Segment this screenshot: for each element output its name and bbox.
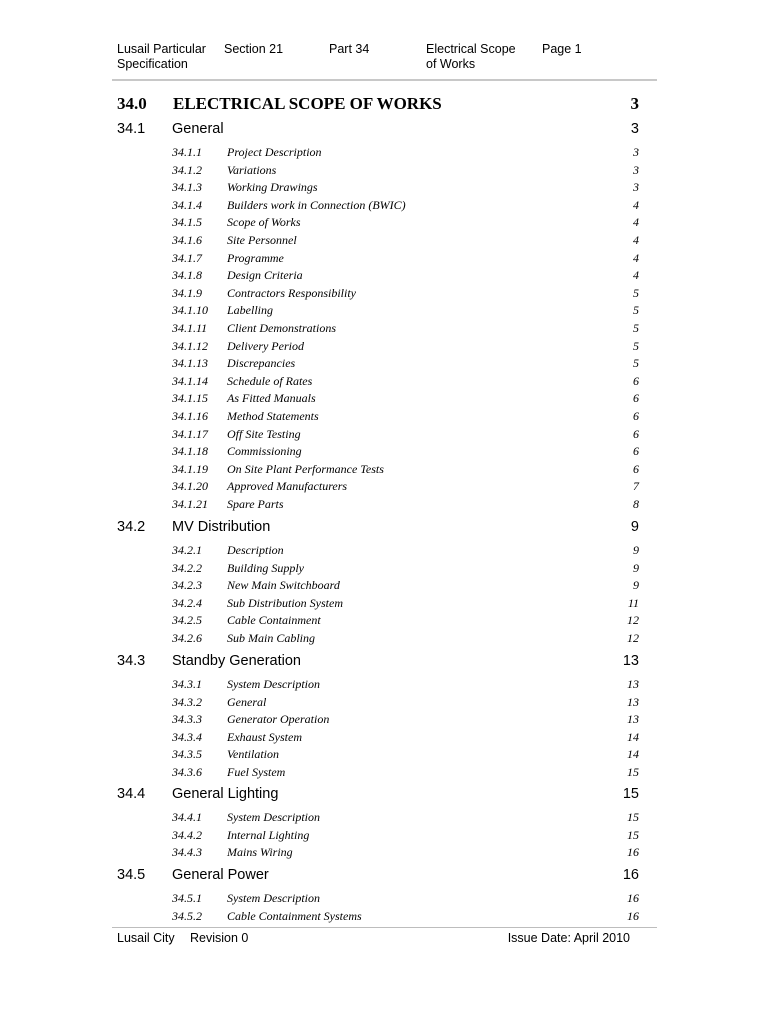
toc-subsection-entry bbox=[117, 303, 639, 319]
toc-subsection-page: 6 bbox=[633, 391, 639, 406]
toc-subsection-title: Sub Main Cabling bbox=[227, 631, 316, 645]
toc-subsection-number: 34.1.17 bbox=[172, 426, 208, 441]
toc-subsection-title: Delivery Period bbox=[227, 338, 304, 353]
toc-subsection-title: Description bbox=[227, 543, 284, 557]
toc-subsection-number: 34.2.1 bbox=[172, 543, 202, 557]
toc-subsection-page: 8 bbox=[633, 497, 639, 511]
toc-subsection-number: 34.5.1 bbox=[172, 891, 202, 905]
main-heading-number: 34.0 bbox=[117, 94, 147, 113]
toc-subsection-title: Spare Parts bbox=[227, 497, 284, 511]
toc-section-entry bbox=[117, 519, 639, 539]
toc-subsection-page: 16 bbox=[627, 891, 639, 905]
toc-section-entry bbox=[117, 867, 639, 887]
toc-subsection-page: 15 bbox=[627, 827, 639, 842]
toc-subsection-title: Programme bbox=[227, 250, 284, 265]
toc-subsection-title: Ventilation bbox=[227, 747, 279, 762]
toc-main-heading bbox=[117, 94, 639, 116]
toc-section-page: 3 bbox=[630, 121, 639, 137]
toc-subsection-title: System Description bbox=[227, 677, 320, 691]
toc-subsection-entry bbox=[117, 828, 639, 844]
toc-subsection-number: 34.1.2 bbox=[172, 162, 202, 177]
toc-subsection-entry bbox=[117, 631, 639, 647]
toc-subsection-entry bbox=[117, 251, 639, 267]
toc-subsection-number: 34.1.15 bbox=[172, 391, 208, 406]
toc-subsection-page: 11 bbox=[627, 595, 639, 610]
toc-subsection-entry bbox=[117, 765, 639, 781]
toc-subsection-title: System Description bbox=[227, 810, 320, 824]
toc-subsection-title: Mains Wiring bbox=[227, 845, 293, 860]
header-part-title: Electrical Scope of Works bbox=[426, 42, 516, 71]
toc-subsection-page: 4 bbox=[633, 197, 639, 212]
toc-subsection-number: 34.3.5 bbox=[172, 747, 202, 762]
toc-section-entry bbox=[117, 786, 639, 806]
toc-section-page: 15 bbox=[622, 786, 639, 802]
page-header bbox=[117, 42, 657, 76]
toc-subsection-number: 34.1.13 bbox=[172, 356, 208, 371]
toc-subsection-entry bbox=[117, 578, 639, 594]
toc-section-title: General bbox=[172, 121, 224, 137]
toc-subsection-entry bbox=[117, 427, 639, 443]
toc-section-number: 34.3 bbox=[117, 653, 146, 669]
toc-subsection-page: 6 bbox=[633, 409, 639, 423]
toc-subsection-number: 34.4.3 bbox=[172, 845, 202, 860]
footer-revision: Revision 0 bbox=[190, 931, 249, 945]
toc-subsection-number: 34.1.8 bbox=[172, 268, 202, 283]
header-doc-title: Lusail Particular Specification bbox=[117, 42, 206, 71]
toc-subsection-title: Internal Lighting bbox=[227, 827, 310, 842]
toc-subsection-number: 34.1.9 bbox=[172, 285, 202, 300]
toc-subsection-entry bbox=[117, 233, 639, 249]
toc-subsection-number: 34.2.4 bbox=[172, 595, 202, 610]
toc-subsection-page: 16 bbox=[627, 908, 639, 923]
footer-issue-date: Issue Date: April 2010 bbox=[507, 931, 630, 945]
toc-subsection-title: Commissioning bbox=[227, 444, 302, 459]
toc-subsection-number: 34.3.2 bbox=[172, 694, 202, 709]
toc-subsection-title: Cable Containment bbox=[227, 613, 321, 628]
toc-subsection-entry bbox=[117, 712, 639, 728]
toc-subsection-page: 9 bbox=[633, 578, 639, 593]
toc-subsection-title: Sub Distribution System bbox=[227, 595, 343, 610]
footer-divider bbox=[112, 927, 657, 928]
toc-subsection-title: Scope of Works bbox=[227, 215, 301, 230]
toc-subsection-title: New Main Switchboard bbox=[227, 578, 340, 593]
toc-subsection-number: 34.2.5 bbox=[172, 613, 202, 628]
toc-subsection-page: 3 bbox=[633, 145, 639, 159]
toc-subsection-entry bbox=[117, 695, 639, 711]
toc-subsection-title: Fuel System bbox=[227, 765, 286, 779]
header-page-number: Page 1 bbox=[542, 42, 582, 56]
toc-subsection-title: Site Personnel bbox=[227, 233, 297, 247]
toc-section-title: General Lighting bbox=[172, 786, 279, 802]
toc-subsection-page: 6 bbox=[633, 461, 639, 476]
toc-subsection-page: 13 bbox=[627, 677, 639, 691]
toc-subsection-entry bbox=[117, 543, 639, 559]
toc-subsection-entry bbox=[117, 356, 639, 372]
toc-subsection-number: 34.3.3 bbox=[172, 712, 202, 727]
toc-subsection-number: 34.1.4 bbox=[172, 197, 202, 212]
toc-subsection-title: Cable Containment Systems bbox=[227, 908, 362, 923]
toc-subsection-page: 6 bbox=[633, 444, 639, 459]
main-heading-title: ELECTRICAL SCOPE OF WORKS bbox=[173, 94, 442, 113]
toc-section-number: 34.4 bbox=[117, 786, 146, 802]
toc-subsection-entry bbox=[117, 497, 639, 513]
toc-subsection-page: 6 bbox=[633, 373, 639, 388]
toc-subsection-entry bbox=[117, 891, 639, 907]
toc-subsection-entry bbox=[117, 462, 639, 478]
toc-subsection-title: Exhaust System bbox=[227, 729, 302, 744]
page-footer bbox=[117, 931, 637, 947]
toc-subsection-entry bbox=[117, 268, 639, 284]
toc-subsection-number: 34.1.11 bbox=[172, 321, 208, 335]
toc-subsection-entry bbox=[117, 180, 639, 196]
toc-subsection-entry bbox=[117, 810, 639, 826]
toc-subsection-entry bbox=[117, 374, 639, 390]
toc-subsection-number: 34.5.2 bbox=[172, 908, 202, 923]
toc-subsection-entry bbox=[117, 215, 639, 231]
toc-subsection-page: 9 bbox=[633, 560, 639, 575]
toc-subsection-number: 34.1.7 bbox=[172, 250, 202, 265]
toc-section-page: 13 bbox=[622, 653, 639, 669]
header-part: Part 34 bbox=[329, 42, 370, 56]
toc-subsection-number: 34.2.3 bbox=[172, 578, 202, 593]
toc-section-title: General Power bbox=[172, 867, 269, 883]
toc-subsection-title: Approved Manufacturers bbox=[227, 479, 348, 494]
toc-subsection-page: 3 bbox=[633, 162, 639, 177]
toc-subsection-number: 34.1.1 bbox=[172, 145, 202, 159]
toc-subsection-entry bbox=[117, 730, 639, 746]
toc-subsection-page: 7 bbox=[633, 479, 639, 494]
toc-subsection-title: Design Criteria bbox=[227, 268, 303, 283]
toc-subsection-number: 34.1.12 bbox=[172, 338, 208, 353]
header-section: Section 21 bbox=[224, 42, 284, 56]
toc-subsection-title: Project Description bbox=[227, 145, 322, 159]
toc-subsection-page: 4 bbox=[633, 268, 639, 283]
toc-section-number: 34.1 bbox=[117, 121, 146, 137]
toc-subsection-entry bbox=[117, 561, 639, 577]
toc-section-title: MV Distribution bbox=[172, 519, 271, 535]
toc-subsection-page: 4 bbox=[633, 250, 639, 265]
main-heading-page: 3 bbox=[630, 94, 639, 113]
toc-subsection-entry bbox=[117, 339, 639, 355]
toc-subsection-page: 4 bbox=[633, 215, 639, 230]
toc-subsection-title: Contractors Responsibility bbox=[227, 285, 356, 300]
toc-subsection-number: 34.1.19 bbox=[172, 461, 208, 476]
toc-subsection-title: Method Statements bbox=[227, 409, 319, 423]
toc-subsection-entry bbox=[117, 321, 639, 337]
toc-subsection-entry bbox=[117, 286, 639, 302]
toc-subsection-title: Builders work in Connection (BWIC) bbox=[227, 197, 406, 212]
toc-subsection-page: 15 bbox=[627, 810, 639, 824]
toc-subsection-page: 5 bbox=[633, 338, 639, 353]
toc-subsection-number: 34.1.20 bbox=[172, 479, 208, 494]
toc-subsection-entry bbox=[117, 677, 639, 693]
toc-subsection-entry bbox=[117, 198, 639, 214]
toc-subsection-page: 9 bbox=[633, 543, 639, 557]
toc-subsection-entry bbox=[117, 444, 639, 460]
toc-section-entry bbox=[117, 121, 639, 141]
toc-subsection-title: Generator Operation bbox=[227, 712, 330, 727]
toc-subsection-page: 4 bbox=[633, 233, 639, 247]
toc-subsection-number: 34.1.18 bbox=[172, 444, 208, 459]
footer-location: Lusail City bbox=[117, 931, 175, 945]
toc-subsection-entry bbox=[117, 747, 639, 763]
toc-subsection-title: Variations bbox=[227, 162, 277, 177]
header-divider bbox=[112, 79, 657, 81]
toc-subsection-number: 34.1.5 bbox=[172, 215, 202, 230]
toc-subsection-number: 34.2.2 bbox=[172, 560, 202, 575]
toc-subsection-page: 16 bbox=[627, 845, 639, 860]
toc-subsection-page: 14 bbox=[627, 747, 639, 762]
toc-subsection-title: Labelling bbox=[227, 303, 274, 318]
toc-subsection-entry bbox=[117, 845, 639, 861]
toc-subsection-number: 34.1.6 bbox=[172, 233, 202, 247]
toc-subsection-entry bbox=[117, 409, 639, 425]
toc-subsection-title: General bbox=[227, 694, 267, 709]
toc-subsection-entry bbox=[117, 909, 639, 925]
toc-subsection-title: As Fitted Manuals bbox=[227, 391, 316, 406]
toc-subsection-page: 3 bbox=[633, 180, 639, 195]
toc-subsection-number: 34.1.10 bbox=[172, 303, 208, 318]
toc-subsection-title: Schedule of Rates bbox=[227, 373, 313, 388]
toc-section-number: 34.5 bbox=[117, 867, 146, 883]
toc-subsection-number: 34.1.16 bbox=[172, 409, 208, 423]
toc-section-page: 16 bbox=[622, 867, 639, 883]
toc-subsection-page: 13 bbox=[627, 694, 639, 709]
toc-subsection-number: 34.3.1 bbox=[172, 677, 202, 691]
toc-subsection-number: 34.2.6 bbox=[172, 631, 202, 645]
toc-subsection-number: 34.4.1 bbox=[172, 810, 202, 824]
toc-subsection-number: 34.3.4 bbox=[172, 729, 202, 744]
toc-section-entry bbox=[117, 653, 639, 673]
toc-subsection-entry bbox=[117, 391, 639, 407]
toc-subsection-page: 6 bbox=[633, 426, 639, 441]
toc-subsection-page: 5 bbox=[633, 321, 639, 335]
toc-subsection-title: Client Demonstrations bbox=[227, 321, 337, 335]
toc-subsection-page: 12 bbox=[627, 631, 639, 645]
toc-subsection-entry bbox=[117, 163, 639, 179]
toc-subsection-title: On Site Plant Performance Tests bbox=[227, 461, 384, 476]
toc-subsection-title: Working Drawings bbox=[227, 180, 318, 195]
toc-section-title: Standby Generation bbox=[172, 653, 301, 669]
toc-subsection-page: 15 bbox=[627, 765, 639, 779]
toc-subsection-title: System Description bbox=[227, 891, 320, 905]
toc-subsection-page: 14 bbox=[627, 729, 639, 744]
toc-subsection-number: 34.1.14 bbox=[172, 373, 208, 388]
toc-subsection-page: 5 bbox=[633, 356, 639, 371]
toc-subsection-page: 5 bbox=[633, 285, 639, 300]
toc-subsection-number: 34.4.2 bbox=[172, 827, 202, 842]
toc-subsection-number: 34.1.3 bbox=[172, 180, 202, 195]
toc-subsection-entry bbox=[117, 479, 639, 495]
toc-subsection-entry bbox=[117, 145, 639, 161]
toc-subsection-number: 34.3.6 bbox=[172, 765, 202, 779]
toc-subsection-title: Off Site Testing bbox=[227, 426, 301, 441]
toc-subsection-entry bbox=[117, 613, 639, 629]
toc-subsection-title: Discrepancies bbox=[227, 356, 296, 371]
toc-section-page: 9 bbox=[630, 519, 639, 535]
toc-subsection-page: 5 bbox=[633, 303, 639, 318]
toc-subsection-entry bbox=[117, 596, 639, 612]
toc-subsection-number: 34.1.21 bbox=[172, 497, 208, 511]
toc-subsection-title: Building Supply bbox=[227, 560, 304, 575]
toc-subsection-page: 13 bbox=[627, 712, 639, 727]
toc-subsection-page: 12 bbox=[627, 613, 639, 628]
toc-section-number: 34.2 bbox=[117, 519, 146, 535]
